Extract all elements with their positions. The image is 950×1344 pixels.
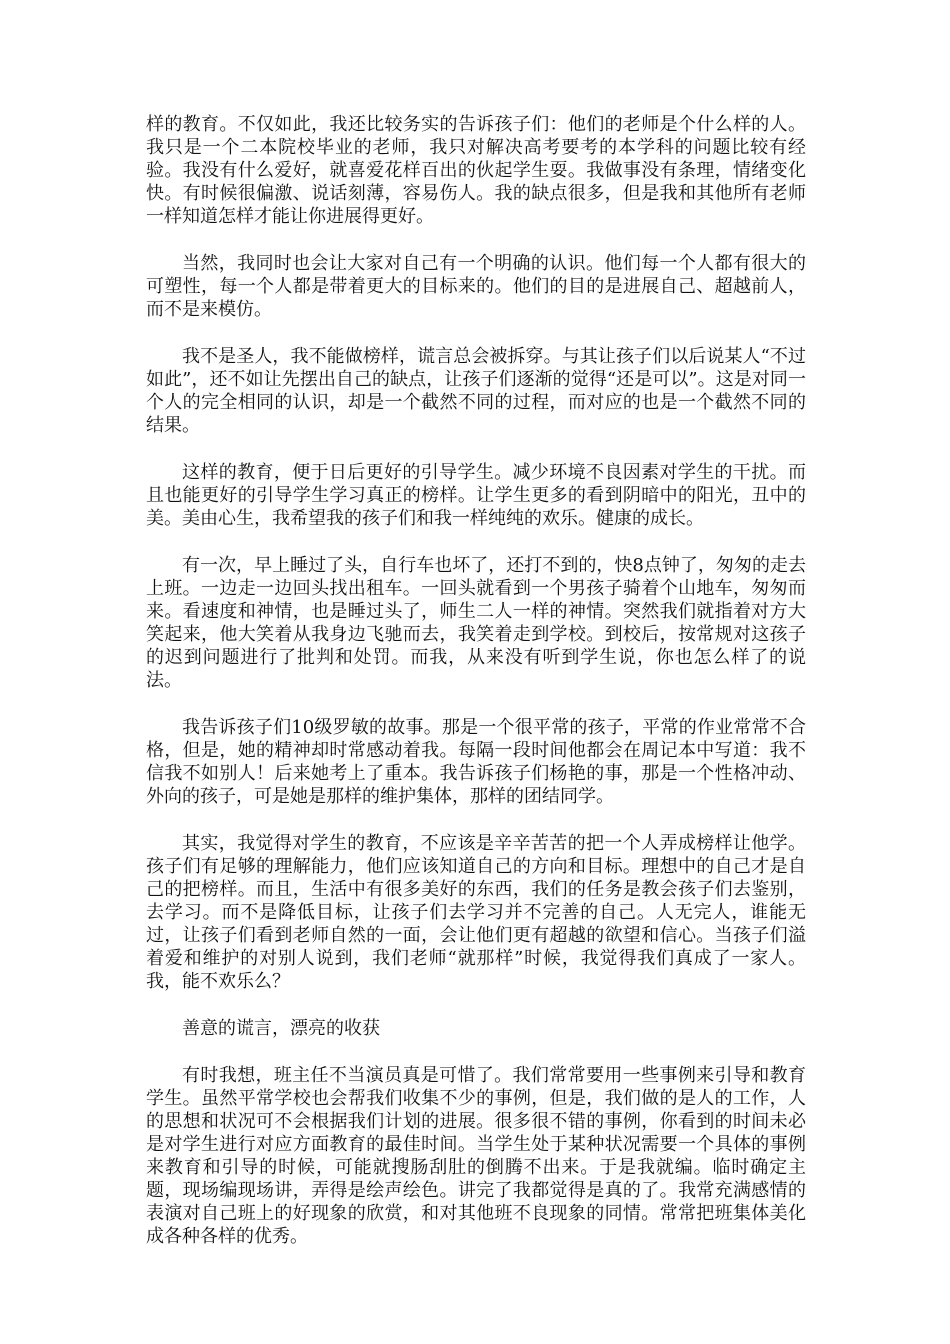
paragraph-education-reflection: 其实，我觉得对学生的教育，不应该是辛辛苦苦的把一个人弄成榜样让他学。孩子们有足够的理解能力，他们应该知道自己的方向和目标。理想中的自己才是自己的把榜样。而且，生活中有很多美好的东西，我们的任务是教会孩子们去鉴别，去学习。而不是降低目标，让孩子们去学习并不完善的自己。人无完人，谁能无过，让孩子们看到老师自然的一面，会让他们更有超越的欲望和信心。当孩子们溢着爱和维护的对别人说到，我们老师“就那样”时候，我觉得我们真成了一家人。我，能不欢乐么？ — [146, 833, 806, 992]
paragraph-self-awareness: 当然，我同时也会让大家对自己有一个明确的认识。他们每一个人都有很大的可塑性，每一个人都是带着更大的目标来的。他们的目的是进展自己、超越前人，而不是来模仿。 — [146, 253, 806, 320]
section-heading: 善意的谎言，漂亮的收获 — [182, 1018, 380, 1039]
paragraph-late-morning-story: 有一次，早上睡过了头，自行车也坏了，还打不到的，快8点钟了，匆匆的走去上班。一边走一边回头找出租车。一回头就看到一个男孩子骑着个山地车，匆匆而来。看速度和神情，也是睡过头了，师生二人一样的神情。突然我们就指着对方大笑起来，他大笑着从我身边飞驰而去，我笑着走到学校。到校后，按常规对这孩子的迟到问题进行了批判和处罚。而我，从来没有听到学生说，你也怎么样了的说法。 — [146, 555, 806, 691]
document-body — [146, 113, 806, 1272]
paragraph-teacher-as-actor: 有时我想，班主任不当演员真是可惜了。我们常常要用一些事例来引导和教育学生。虽然平常学校也会帮我们收集不少的事例，但是，我们做的是人的工作，人的思想和状况可不会根据我们计划的进展。很多很不错的事例，你看到的时间未必是对学生进行对应方面教育的最佳时间。当学生处于某种状况需要一个具体的事例来教育和引导的时候，可能就搜肠刮肚的倒腾不出来。于是我就编。临时确定主题，现场编现场讲，弄得是绘声绘色。讲完了我都觉得是真的了。我常充满感情的表演对自己班上的好现象的欣赏，和对其他班不良现象的同情。常常把班集体美化成各种各样的优秀。 — [146, 1065, 806, 1247]
paragraph-guiding-students: 这样的教育，便于日后更好的引导学生。减少环境不良因素对学生的干扰。而且也能更好的引导学生学习真正的榜样。让学生更多的看到阴暗中的阳光，丑中的美。美由心生，我希望我的孩子们和我一样纯纯的欢乐。健康的成长。 — [146, 462, 806, 529]
paragraph-student-stories: 我告诉孩子们10级罗敏的故事。那是一个很平常的孩子，平常的作业常常不合格，但是，她的精神却时常感动着我。每隔一段时间他都会在周记本中写道：我不信我不如别人！后来她考上了重本。我告诉孩子们杨艳的事，那是一个性格冲动、外向的孩子，可是她是那样的维护集体，那样的团结同学。 — [146, 717, 806, 807]
paragraph-not-a-saint: 我不是圣人，我不能做榜样，谎言总会被拆穿。与其让孩子们以后说某人“不过如此”，还不如让先摆出自己的缺点，让孩子们逐渐的觉得“还是可以”。这是对同一个人的完全相同的认识，却是一个截然不同的过程，而对应的也是一个截然不同的结果。 — [146, 346, 806, 436]
paragraph-teacher-self-intro: 样的教育。不仅如此，我还比较务实的告诉孩子们：他们的老师是个什么样的人。我只是一个二本院校毕业的老师，我只对解决高考要考的本学科的问题比较有经验。我没有什么爱好，就喜爱花样百出的伙起学生耍。我做事没有条理，情绪变化快。有时候很偏激、说话刻薄，容易伤人。我的缺点很多，但是我和其他所有老师一样知道怎样才能让你进展得更好。 — [146, 114, 806, 227]
